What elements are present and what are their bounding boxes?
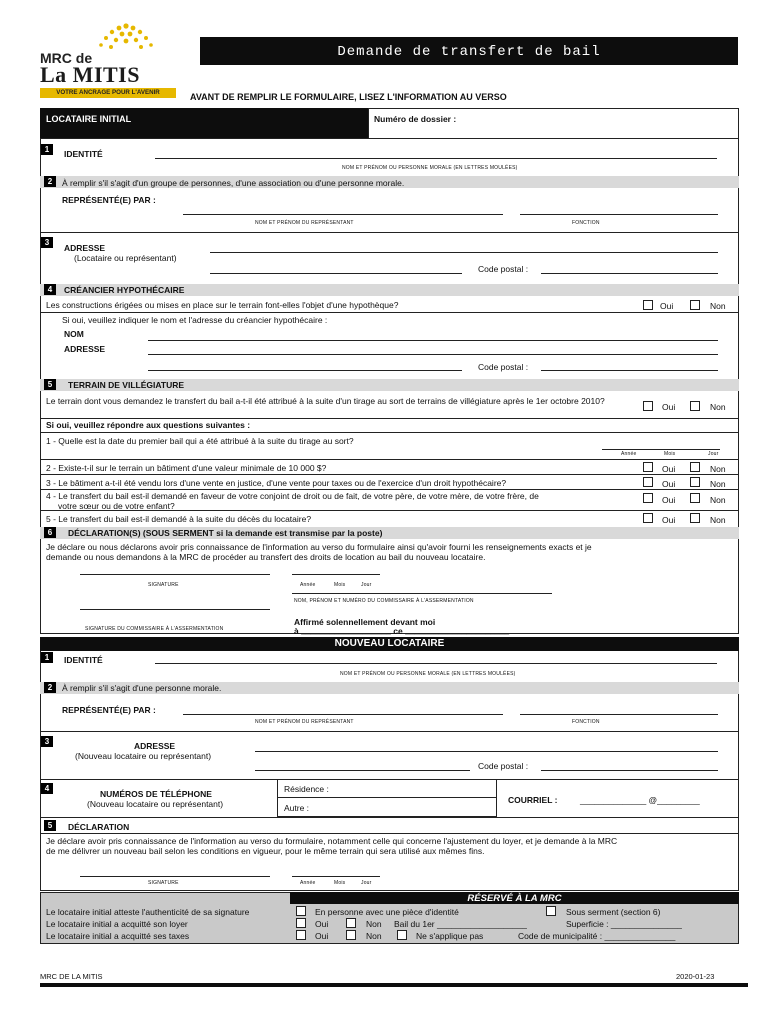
rep-fonction-field[interactable] — [520, 214, 718, 215]
non-label: Non — [710, 301, 726, 311]
rep-intro: À remplir s'il s'agit d'un groupe de personnes, d'une association ou d'une personne morale. — [62, 178, 405, 188]
section-number: 1 — [41, 652, 53, 663]
affirme-line: à ___________________ ce ______________________ — [294, 626, 510, 636]
date-field[interactable] — [602, 449, 720, 450]
logo — [38, 22, 180, 100]
commissaire-field[interactable] — [292, 593, 552, 594]
creancier-si: Si oui, veuillez indiquer le nom et l'adresse du créancier hypothécaire : — [62, 315, 328, 325]
section-number: 3 — [41, 736, 53, 747]
adresse2-field-2[interactable] — [148, 370, 462, 371]
footer-right: 2020-01-23 — [676, 972, 715, 981]
signature-field[interactable] — [80, 574, 270, 575]
rep-sub1: NOM ET PRÉNOM DU REPRÉSENTANT — [255, 719, 354, 725]
section-number: 4 — [44, 284, 56, 295]
non-label: Non — [710, 495, 726, 505]
divider — [40, 232, 739, 233]
code-postal-label: Code postal : — [478, 264, 529, 274]
adresse-field-2[interactable] — [255, 770, 470, 771]
logo-dots-icon — [86, 22, 166, 52]
reserve-r2: Le locataire initial a acquitté son loyer — [46, 919, 188, 929]
bail-field[interactable]: Bail du 1er ___________________ — [394, 919, 527, 929]
adresse-label: ADRESSE — [64, 243, 106, 253]
code-postal-label: Code postal : — [478, 761, 529, 771]
q4: 4 - Le transfert du bail est-il demandé en faveur de votre conjoint de droit ou de fait, de votre père, de votre mère, de votre frère, de — [46, 491, 539, 501]
divider — [40, 489, 739, 490]
adresse-field[interactable] — [210, 252, 718, 253]
date-field[interactable] — [292, 574, 380, 575]
footer-left: MRC DE LA MITIS — [40, 972, 103, 981]
sig-commissaire-sub: SIGNATURE DU COMMISSAIRE À L'ASSERMENTATION — [85, 626, 224, 632]
logo-tagline: VOTRE ANCRAGE POUR L'AVENIR — [40, 88, 176, 98]
non-checkbox[interactable] — [690, 477, 700, 487]
rep-label: REPRÉSENTÉ(E) PAR : — [62, 195, 156, 205]
reserve-r1b: En personne avec une pièce d'identité — [315, 907, 459, 917]
terrain-si: Si oui, veuillez répondre aux questions suivantes : — [46, 420, 251, 430]
logo-line1: MRC de — [40, 50, 93, 66]
divider — [40, 138, 739, 139]
section-number: 6 — [44, 527, 56, 538]
non-checkbox[interactable] — [690, 513, 700, 523]
identite-field[interactable] — [155, 663, 717, 664]
terrain-label: TERRAIN DE VILLÉGIATURE — [68, 380, 185, 390]
section-number: 2 — [44, 176, 56, 187]
courriel-label: COURRIEL : — [508, 795, 558, 805]
divider — [277, 797, 497, 798]
adresse-label: ADRESSE — [134, 741, 176, 751]
oui-checkbox[interactable] — [296, 918, 306, 928]
section-number: 4 — [41, 783, 53, 794]
oui-label: Oui — [662, 464, 676, 474]
reserve-r1: Le locataire initial atteste l'authenticité de sa signature — [46, 907, 250, 917]
declaration-text-2: demande ou nous demandons à la MRC de procéder au transfert des droits de location au bail du nouveau locataire. — [46, 552, 486, 562]
section-number: 5 — [44, 820, 56, 831]
code-postal-field[interactable] — [541, 273, 718, 274]
declaration-text: Je déclare ou nous déclarons avoir pris connaissance de l'information au verso du formulaire ainsi qu'avoir fourni les renseignements exacts et je — [46, 542, 592, 552]
rep-label: REPRÉSENTÉ(E) PAR : — [62, 705, 156, 715]
q4b: votre sœur ou de votre enfant? — [58, 501, 175, 511]
code-municipalite-field[interactable]: Code de municipalité : _______________ — [518, 931, 676, 941]
non-checkbox[interactable] — [690, 462, 700, 472]
non-label: Non — [366, 919, 382, 929]
non-label: Non — [710, 464, 726, 474]
oui-checkbox[interactable] — [643, 300, 653, 310]
oui-checkbox[interactable] — [643, 401, 653, 411]
declaration-label: DÉCLARATION(S) (SOUS SERMENT si la demande est transmise par la poste) — [68, 528, 383, 538]
non-label: Non — [710, 479, 726, 489]
na-label: Ne s'applique pas — [416, 931, 484, 941]
terrain-question: Le terrain dont vous demandez le transfert du bail a-t-il été attribué à la suite d'un tirage au sort de terrains de villégiature après le 1er octobre 2010? — [46, 396, 605, 406]
divider — [40, 833, 739, 834]
affirme-label: Affirmé solennellement devant moi — [294, 617, 436, 627]
adresse2-field[interactable] — [148, 354, 718, 355]
nouveau-title: NOUVEAU LOCATAIRE — [334, 638, 445, 649]
rep-intro: À remplir s'il s'agit d'une personne morale. — [62, 683, 222, 693]
signature-field[interactable] — [80, 876, 270, 877]
commissaire-sub: NOM, PRÉNOM ET NUMÉRO DU COMMISSAIRE À L'ASSERMENTATION — [294, 598, 474, 604]
adresse-field[interactable] — [255, 751, 718, 752]
non-checkbox[interactable] — [346, 930, 356, 940]
non-checkbox[interactable] — [690, 300, 700, 310]
oui-label: Oui — [315, 931, 329, 941]
code-postal2-label: Code postal : — [478, 362, 529, 372]
divider — [40, 817, 739, 818]
logo-line2: La MITIS — [40, 62, 140, 87]
mois-sub: Mois — [334, 582, 346, 588]
code-postal-field[interactable] — [541, 770, 718, 771]
sig-commissaire-field[interactable] — [80, 609, 270, 610]
oui-checkbox[interactable] — [643, 477, 653, 487]
reserve-r3: Le locataire initial a acquitté ses taxes — [46, 931, 190, 941]
adresse-sub: (Nouveau locataire ou représentant) — [75, 751, 212, 761]
date-field[interactable] — [292, 876, 380, 877]
annee-sub: Année — [621, 451, 637, 457]
autre-label: Autre : — [284, 803, 310, 813]
jour-sub: Jour — [361, 582, 372, 588]
identite-sub: NOM ET PRÉNOM OU PERSONNE MORALE (EN LETTRES MOULÉES) — [342, 165, 518, 171]
rep-name-field[interactable] — [183, 714, 503, 715]
divider — [368, 108, 369, 138]
non-label: Non — [366, 931, 382, 941]
non-checkbox[interactable] — [690, 493, 700, 503]
footer-rule — [40, 983, 748, 987]
rep-sub1: NOM ET PRÉNOM DU REPRÉSENTANT — [255, 220, 354, 226]
divider — [40, 418, 739, 419]
creancier-question: Les constructions érigées ou mises en place sur le terrain font-elles l'objet d'une hypothèque? — [46, 300, 399, 310]
page-title: Demande de transfert de bail — [337, 44, 601, 60]
oui-checkbox[interactable] — [643, 493, 653, 503]
identite-sub: NOM ET PRÉNOM OU PERSONNE MORALE (EN LETTRES MOULÉES) — [340, 671, 516, 677]
q3: 3 - Le bâtiment a-t-il été vendu lors d'une vente en justice, d'une vente pour taxes ou de l'exercice d'un droit hypothécaire? — [46, 478, 507, 488]
na-checkbox[interactable] — [397, 930, 407, 940]
identite-label: IDENTITÉ — [64, 149, 103, 159]
oui-label: Oui — [662, 402, 676, 412]
adresse2-label: ADRESSE — [64, 344, 106, 354]
sous-serment-checkbox[interactable] — [546, 906, 556, 916]
non-checkbox[interactable] — [346, 918, 356, 928]
divider — [40, 312, 739, 313]
jour-sub: Jour — [708, 451, 719, 457]
oui-checkbox[interactable] — [296, 930, 306, 940]
divider — [40, 432, 739, 433]
dossier-label: Numéro de dossier : — [374, 114, 457, 124]
tel-sub: (Nouveau locataire ou représentant) — [87, 799, 224, 809]
tel-label: NUMÉROS DE TÉLÉPHONE — [100, 789, 212, 799]
declaration-text-2: de me délivrer un nouveau bail selon les conditions en vigueur, pour le même terrain qui sera utilisé aux mêmes fins. — [46, 846, 485, 856]
rep-sub2: FONCTION — [572, 719, 600, 725]
nom-label: NOM — [64, 329, 84, 339]
oui-label: Oui — [662, 479, 676, 489]
rep-fonction-field[interactable] — [520, 714, 718, 715]
code-postal2-field[interactable] — [541, 370, 718, 371]
adresse-field-2[interactable] — [210, 273, 462, 274]
non-label: Non — [710, 402, 726, 412]
annee-sub: Année — [300, 582, 316, 588]
reserve-title: RÉSERVÉ À LA MRC — [467, 893, 562, 904]
divider — [40, 459, 739, 460]
superficie-field[interactable]: Superficie : _______________ — [566, 919, 682, 929]
identite-label: IDENTITÉ — [64, 655, 103, 665]
oui-label: Oui — [660, 301, 674, 311]
oui-checkbox[interactable] — [643, 462, 653, 472]
divider — [40, 474, 739, 475]
en-personne-checkbox[interactable] — [296, 906, 306, 916]
oui-label: Oui — [315, 919, 329, 929]
creancier-label: CRÉANCIER HYPOTHÉCAIRE — [64, 285, 185, 295]
declaration-label: DÉCLARATION — [68, 822, 130, 832]
annee-sub: Année — [300, 880, 316, 886]
instruction: AVANT DE REMPLIR LE FORMULAIRE, LISEZ L'INFORMATION AU VERSO — [190, 92, 507, 102]
section-number: 3 — [41, 237, 53, 248]
declaration-text: Je déclare avoir pris connaissance de l'information au verso du formulaire, notamment celle qui concerne l'ajustement du loyer, et je demande à la MRC — [46, 836, 618, 846]
section-number: 2 — [44, 682, 56, 693]
residence-label: Résidence : — [284, 784, 329, 794]
nom-field[interactable] — [148, 340, 718, 341]
mois-sub: Mois — [664, 451, 676, 457]
courriel-field[interactable]: ______________ @_________ — [580, 795, 700, 805]
section-number: 5 — [44, 379, 56, 390]
rep-sub2: FONCTION — [572, 220, 600, 226]
divider — [40, 510, 739, 511]
q1: 1 - Quelle est la date du premier bail qui a été attribué à la suite du tirage au sort? — [46, 436, 354, 446]
jour-sub: Jour — [361, 880, 372, 886]
q5: 5 - Le transfert du bail est-il demandé à la suite du décès du locataire? — [46, 514, 312, 524]
identite-field[interactable] — [155, 158, 717, 159]
adresse-sub: (Locataire ou représentant) — [74, 253, 177, 263]
signature-sub: SIGNATURE — [148, 880, 179, 886]
divider — [40, 731, 739, 732]
non-checkbox[interactable] — [690, 401, 700, 411]
section-number: 1 — [41, 144, 53, 155]
non-label: Non — [710, 515, 726, 525]
signature-sub: SIGNATURE — [148, 582, 179, 588]
oui-checkbox[interactable] — [643, 513, 653, 523]
oui-label: Oui — [662, 495, 676, 505]
rep-name-field[interactable] — [183, 214, 503, 215]
initial-title: LOCATAIRE INITIAL — [46, 114, 132, 124]
q2: 2 - Existe-t-il sur le terrain un bâtiment d'une valeur minimale de 10 000 $? — [46, 463, 327, 473]
mois-sub: Mois — [334, 880, 346, 886]
oui-label: Oui — [662, 515, 676, 525]
reserve-r1c: Sous serment (section 6) — [566, 907, 661, 917]
